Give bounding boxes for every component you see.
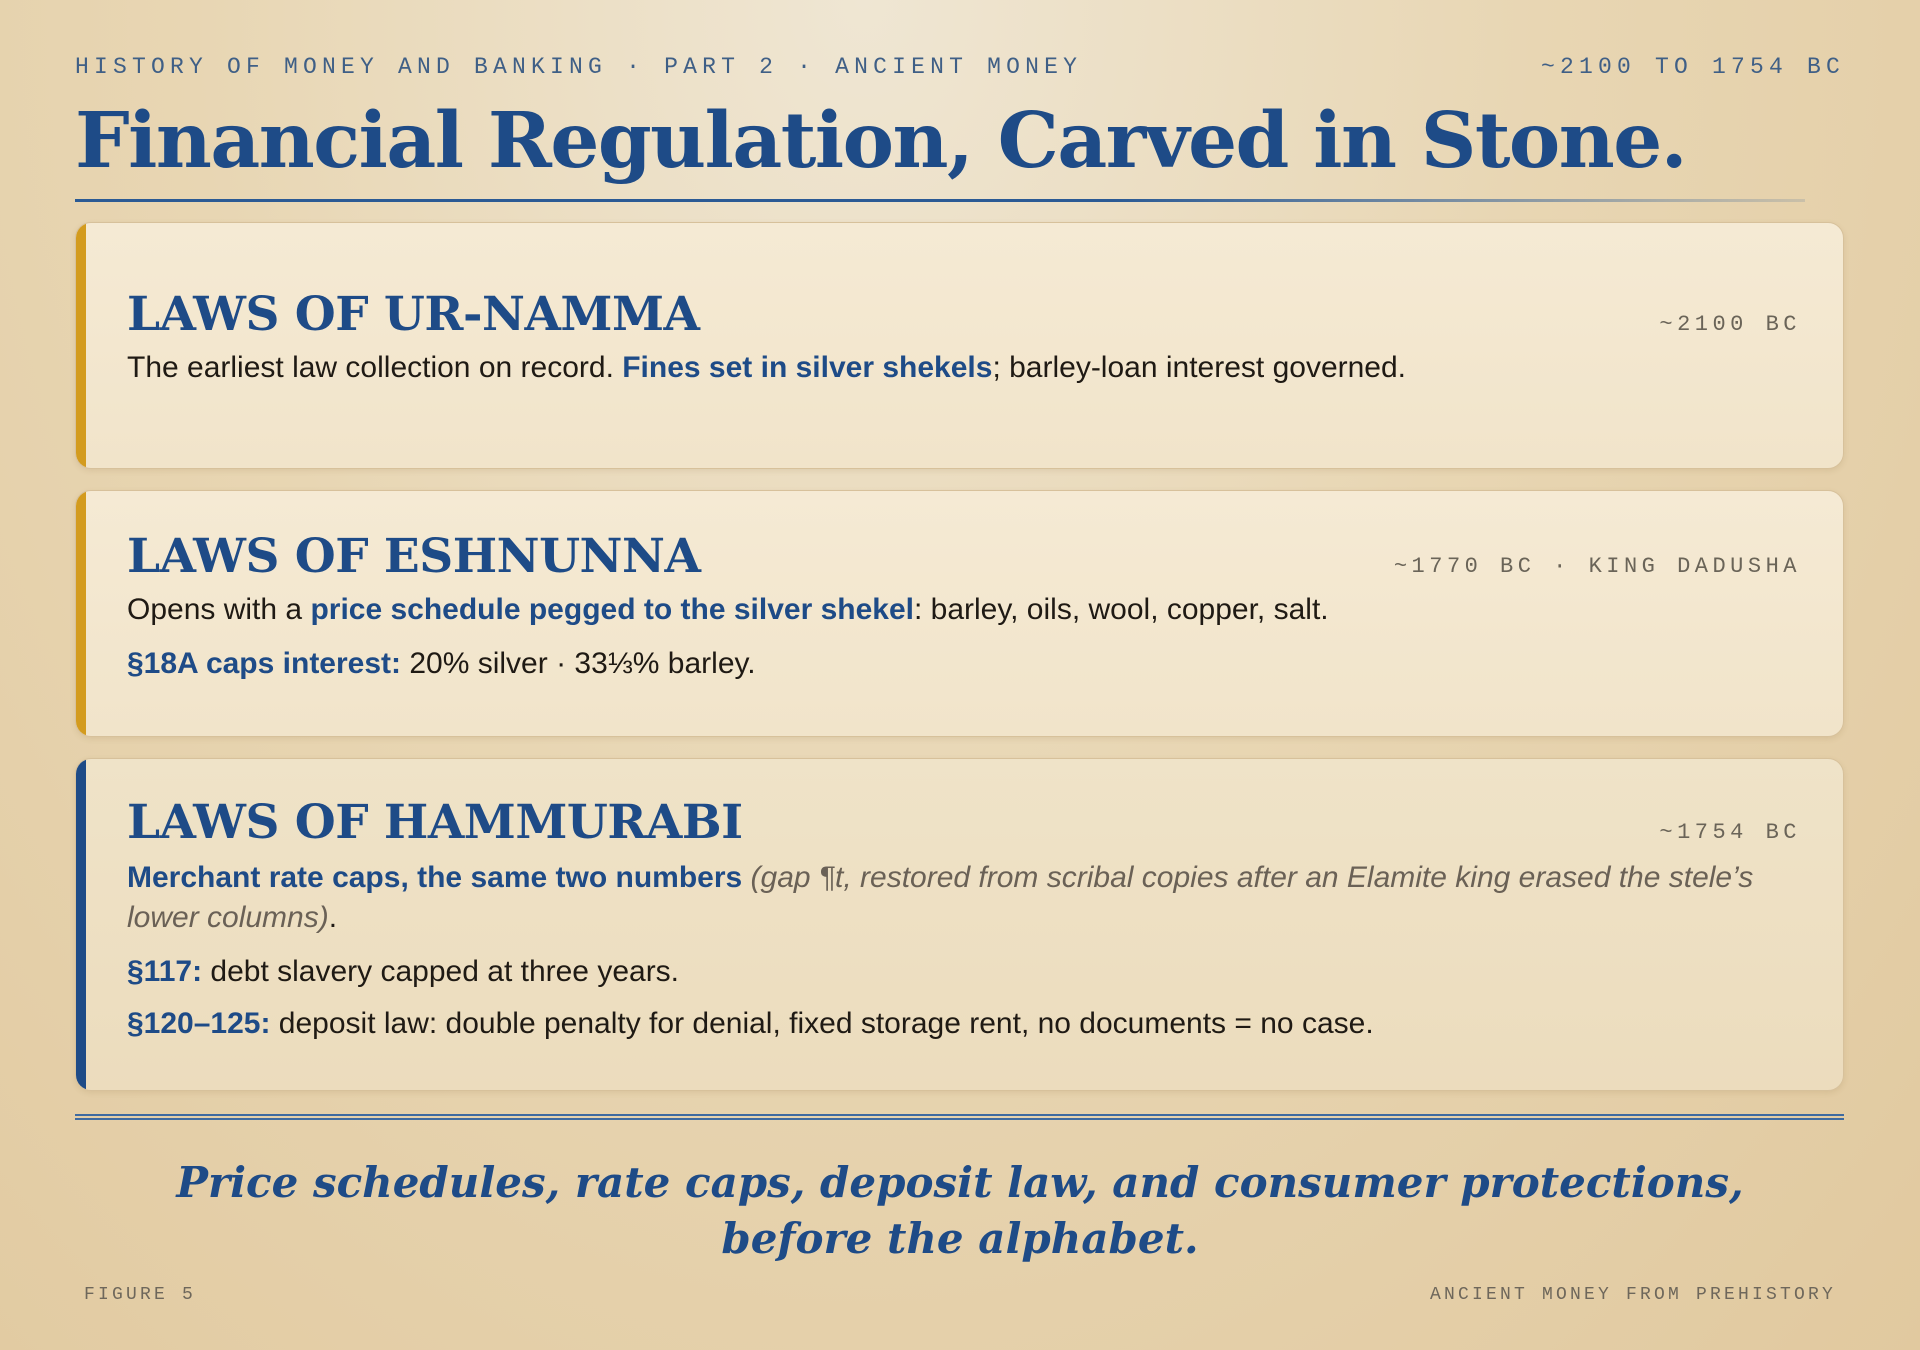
card-text [127,858,1801,938]
series-label: HISTORY OF MONEY AND BANKING · PART 2 · ANCIENT MONEY [75,54,1083,80]
card-text [127,644,1801,684]
text-segment: . [328,901,338,934]
card-ur-namma [75,222,1844,469]
card-text [127,590,1801,630]
figure-label: FIGURE 5 [84,1285,197,1305]
section-label: §120–125: [127,1007,271,1040]
conclusion-line: before the alphabet. [721,1214,1199,1263]
header-bar [75,52,1845,82]
editorial-note: (gap ¶t, restored from scribal copies after an Elamite king erased the stele’s lower columns) [127,861,1754,934]
card-accent-bar [76,759,86,1090]
card-title: LAWS OF ESHNUNNA [127,529,701,584]
card-title: LAWS OF HAMMURABI [127,795,743,850]
text-segment: The earliest law collection on record. [127,351,623,384]
card-date: ~1770 BC · KING DADUSHA [1393,554,1801,579]
card-text [127,348,1801,388]
card-date: ~1754 BC [1659,820,1801,845]
text-segment: debt slavery capped at three years. [202,955,680,988]
date-range-label: ~2100 TO 1754 BC [1540,54,1845,80]
highlight-text: Merchant rate caps, the same two numbers [127,861,743,894]
highlight-text: price schedule pegged to the silver shekel [310,593,914,626]
conclusion-quote [0,1155,1920,1267]
text-segment: : barley, oils, wool, copper, salt. [913,593,1329,626]
card-title: LAWS OF UR-NAMMA [127,287,700,342]
highlight-text: Fines set in silver shekels [622,351,993,384]
section-label: §18A caps interest: [127,647,402,680]
section-divider [75,1114,1844,1120]
text-segment: 20% silver · 33⅓% barley. [401,647,756,680]
card-accent-bar [76,223,86,468]
text-segment: Opens with a [127,593,311,626]
card-hammurabi [75,758,1844,1091]
text-segment: deposit law: double penalty for denial, fixed storage rent, no documents = no case. [270,1007,1374,1040]
conclusion-line: Price schedules, rate caps, deposit law, and consumer protections, [176,1158,1744,1207]
section-label: §117: [127,955,203,988]
footer [84,1285,1836,1305]
card-accent-bar [76,491,86,736]
page-title: Financial Regulation, Carved in Stone. [75,96,1687,186]
card-text [127,1004,1801,1044]
title-rule [75,199,1805,202]
card-eshnunna [75,490,1844,737]
card-text [127,952,1801,992]
text-segment: ; barley-loan interest governed. [992,351,1407,384]
source-label: ANCIENT MONEY FROM PREHISTORY [1429,1285,1836,1305]
card-date: ~2100 BC [1659,312,1801,337]
